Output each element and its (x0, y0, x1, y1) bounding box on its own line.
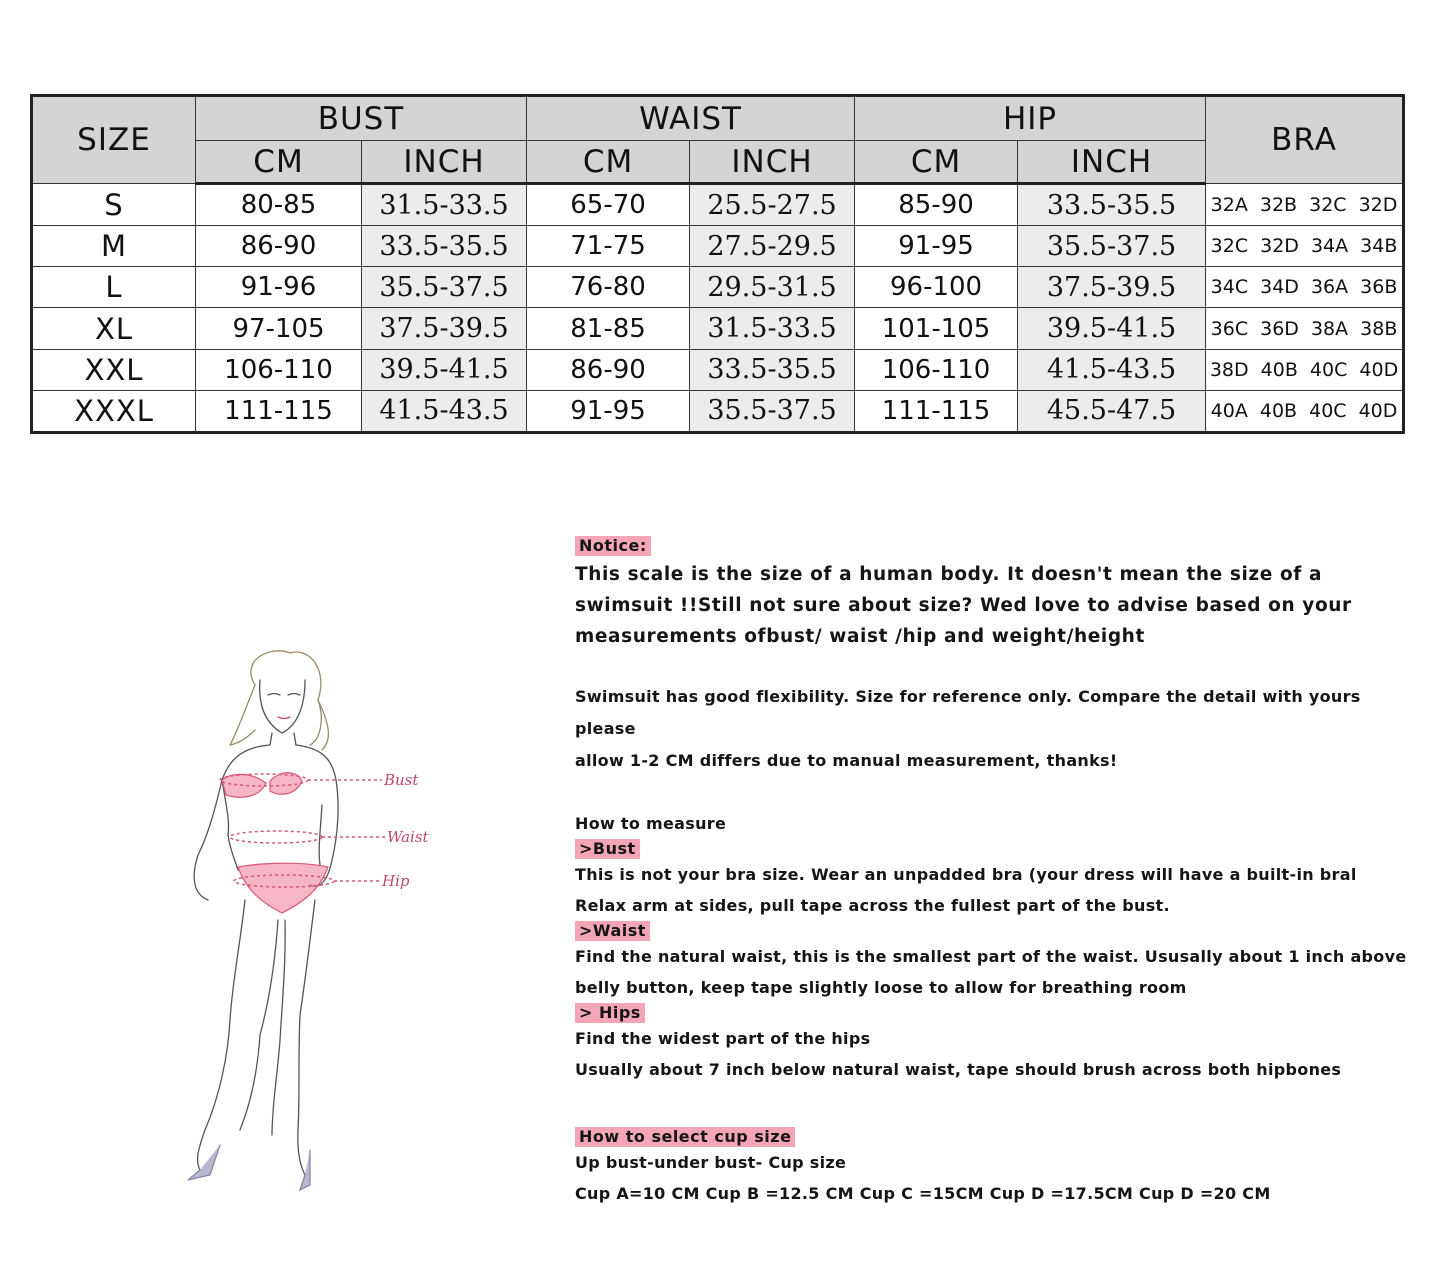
waist-inch-cell: 33.5-35.5 (690, 349, 855, 390)
hip-inch-cell: 35.5-37.5 (1018, 226, 1206, 267)
header-bust-cm: CM (196, 141, 362, 184)
hip-cm-cell: 111-115 (855, 390, 1018, 432)
notice-text (575, 559, 1415, 652)
bust-line: Relax arm at sides, pull tape across the fullest part of the bust. (575, 896, 1170, 915)
bra-cell: 40A 40B 40C 40D (1206, 390, 1404, 432)
notice-line: This scale is the size of a human body. It doesn't mean the size of a (575, 564, 1323, 585)
waist-line: Find the natural waist, this is the smallest part of the waist. Ususally about 1 inch above (575, 947, 1407, 966)
hip-inch-cell: 39.5-41.5 (1018, 308, 1206, 349)
flexibility-text (575, 681, 1415, 777)
waist-line: belly button, keep tape slightly loose to allow for breathing room (575, 978, 1187, 997)
hip-cm-cell: 96-100 (855, 267, 1018, 308)
hips-heading: > Hips (575, 1003, 645, 1023)
header-waist: WAIST (527, 96, 855, 141)
cup-size-heading: How to select cup size (575, 1127, 795, 1147)
bust-cm-cell: 97-105 (196, 308, 362, 349)
hip-cm-cell: 85-90 (855, 184, 1018, 226)
hips-line: Find the widest part of the hips (575, 1029, 871, 1048)
bust-inch-cell: 37.5-39.5 (362, 308, 527, 349)
bra-cell: 32C 32D 34A 34B (1206, 226, 1404, 267)
hips-line: Usually about 7 inch below natural waist, tape should brush across both hipbones (575, 1060, 1342, 1079)
size-cell: XL (32, 308, 196, 349)
bust-inch-cell: 41.5-43.5 (362, 390, 527, 432)
hip-inch-cell: 37.5-39.5 (1018, 267, 1206, 308)
hip-inch-cell: 33.5-35.5 (1018, 184, 1206, 226)
size-cell: L (32, 267, 196, 308)
table-row (32, 267, 1404, 308)
notice-line: measurements ofbust/ waist /hip and weight/height (575, 626, 1145, 647)
bust-line: This is not your bra size. Wear an unpadded bra (your dress will have a built-in bral (575, 865, 1357, 884)
header-waist-cm: CM (527, 141, 690, 184)
bust-cm-cell: 91-96 (196, 267, 362, 308)
waist-cm-cell: 71-75 (527, 226, 690, 267)
measurement-notes (575, 536, 1415, 1209)
flex-line: Swimsuit has good flexibility. Size for reference only. Compare the detail with yours please (575, 687, 1361, 738)
bust-inch-cell: 35.5-37.5 (362, 267, 527, 308)
waist-inch-cell: 35.5-37.5 (690, 390, 855, 432)
waist-line-label: Waist (387, 828, 429, 846)
bust-cm-cell: 80-85 (196, 184, 362, 226)
size-cell: XXXL (32, 390, 196, 432)
waist-cm-cell: 86-90 (527, 349, 690, 390)
size-table-body (32, 184, 1404, 433)
header-bust-inch: INCH (362, 141, 527, 184)
waist-inch-cell: 29.5-31.5 (690, 267, 855, 308)
bust-heading: >Bust (575, 839, 640, 859)
hip-cm-cell: 91-95 (855, 226, 1018, 267)
bra-cell: 34C 34D 36A 36B (1206, 267, 1404, 308)
bra-cell: 38D 40B 40C 40D (1206, 349, 1404, 390)
table-row (32, 308, 1404, 349)
bust-inch-cell: 39.5-41.5 (362, 349, 527, 390)
notice-line: swimsuit !!Still not sure about size? Wed love to advise based on your (575, 595, 1352, 616)
cup-line: Up bust-under bust- Cup size (575, 1153, 847, 1172)
body-measurement-figure (160, 645, 460, 1205)
hip-cm-cell: 106-110 (855, 349, 1018, 390)
flex-line: allow 1-2 CM differs due to manual measurement, thanks! (575, 751, 1118, 770)
header-hip-cm: CM (855, 141, 1018, 184)
header-hip-inch: INCH (1018, 141, 1206, 184)
bust-cm-cell: 111-115 (196, 390, 362, 432)
table-row (32, 390, 1404, 432)
waist-inch-cell: 31.5-33.5 (690, 308, 855, 349)
header-size: SIZE (32, 96, 196, 184)
size-cell: XXL (32, 349, 196, 390)
hip-cm-cell: 101-105 (855, 308, 1018, 349)
bust-cm-cell: 86-90 (196, 226, 362, 267)
header-bra: BRA (1206, 96, 1404, 184)
size-cell: M (32, 226, 196, 267)
header-waist-inch: INCH (690, 141, 855, 184)
size-chart-table (30, 94, 1405, 434)
bust-inch-cell: 33.5-35.5 (362, 226, 527, 267)
bust-cm-cell: 106-110 (196, 349, 362, 390)
cup-line: Cup A=10 CM Cup B =12.5 CM Cup C =15CM Cup D =17.5CM Cup D =20 CM (575, 1184, 1271, 1203)
bust-inch-cell: 31.5-33.5 (362, 184, 527, 226)
waist-cm-cell: 81-85 (527, 308, 690, 349)
waist-cm-cell: 76-80 (527, 267, 690, 308)
table-row (32, 349, 1404, 390)
bra-cell: 32A 32B 32C 32D (1206, 184, 1404, 226)
hip-line-label: Hip (382, 872, 410, 890)
how-to-measure-heading: How to measure (575, 814, 727, 833)
bust-line-label: Bust (384, 771, 419, 789)
table-row (32, 226, 1404, 267)
hip-inch-cell: 41.5-43.5 (1018, 349, 1206, 390)
waist-heading: >Waist (575, 921, 650, 941)
table-row (32, 184, 1404, 226)
bra-cell: 36C 36D 38A 38B (1206, 308, 1404, 349)
header-bust: BUST (196, 96, 527, 141)
waist-inch-cell: 27.5-29.5 (690, 226, 855, 267)
waist-cm-cell: 91-95 (527, 390, 690, 432)
waist-cm-cell: 65-70 (527, 184, 690, 226)
waist-inch-cell: 25.5-27.5 (690, 184, 855, 226)
hip-inch-cell: 45.5-47.5 (1018, 390, 1206, 432)
notice-heading: Notice: (575, 536, 651, 556)
size-cell: S (32, 184, 196, 226)
header-hip: HIP (855, 96, 1206, 141)
